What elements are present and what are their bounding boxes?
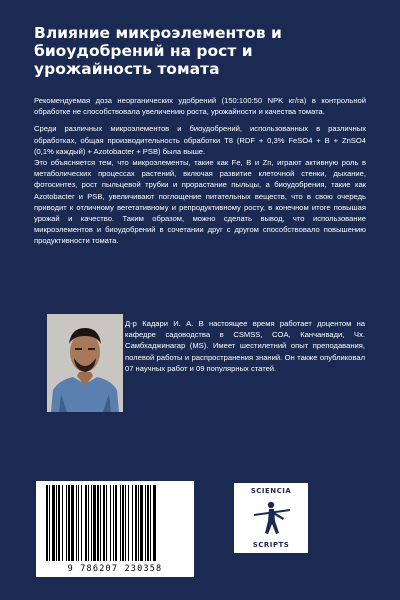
isbn-barcode bbox=[36, 481, 194, 577]
back-cover-text bbox=[34, 95, 366, 253]
paragraph-dose: Рекомендуемая доза неорганических удобрений (150:100:50 NPK кг/га) в контрольной обработке не способствовала увеличению роста, урожайности и качества томата. bbox=[34, 96, 366, 117]
book-title: Влияние микроэлементов и биоудобрений на рост и урожайность томата bbox=[34, 24, 282, 78]
barcode-bars bbox=[36, 481, 194, 577]
author-bio: Д-р Кадари И. А. В настоящее время работает доцентом на кафедре садоводства в CSMSS, COA, Канчанвади, Чх. Самбхаджинагар (MS). Имеет шестилетний опыт преподавания, полевой работы и распространения знаний. Он также опубликовал 07 научных работ и 09 популярных статей. bbox=[125, 319, 365, 373]
paragraph-treatment: Среди различных микроэлементов и биоудобрений, использованных в различных обработках, общая производительность обработки T8 (RDF + 0,3% FeSO4 + B + ZnSO4 (0,1% каждый) + Azotobacter + PSB) была выше. bbox=[34, 124, 366, 156]
paragraph-conclusion: Это объясняется тем, что микроэлементы, такие как Fe, B и Zn, играют активную роль в метаболических процессах растений, включая развитие клеточной стенки, дыхание, фотосинтез, рост пыльцевой трубки и прорастание пыльцы, а биоудобрения, такие как Azotobacter и PSB, увеличивают поглощение питательных веществ, что в свою очередь приводит к отличному вегетативному и репродуктивному росту, в конечном итоге повышая урожай и качество. Таким образом, можно сделать вывод, что использование микроэлементов и биоудобрений в сочетании друг с другом способствовало повышению продуктивности томата. bbox=[34, 158, 366, 246]
author-photo bbox=[47, 314, 123, 412]
logo-bottom-text: SCRIPTS bbox=[252, 541, 290, 549]
publisher-logo bbox=[234, 483, 308, 553]
isbn-digits: 9 786207 230358 bbox=[67, 564, 163, 574]
logo-top-text: SCIENCIA bbox=[250, 487, 292, 495]
